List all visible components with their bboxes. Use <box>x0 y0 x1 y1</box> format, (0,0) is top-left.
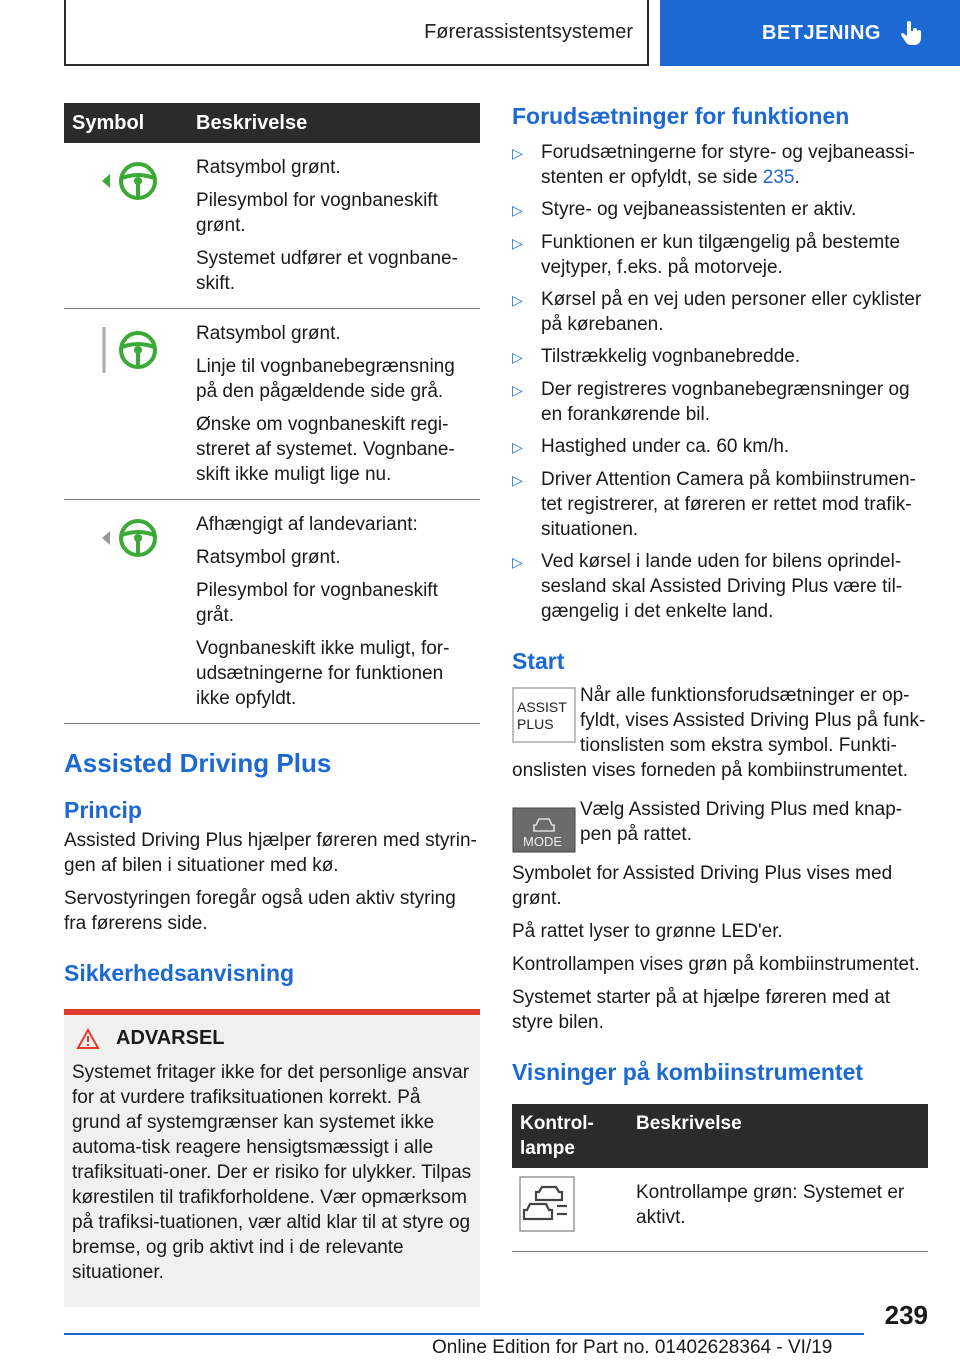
start-paragraph: Symbolet for Assisted Driving Plus vises med grønt. <box>512 863 893 909</box>
assisted-driving-indicator-icon <box>519 1176 575 1232</box>
start-paragraph: Når alle funktionsforudsætninger er op-fyldt, vises Assisted Driving Plus på funk-tionslisten som ekstra symbol. Funkti-onslisten vises forneden på kombiinstrumentet. <box>512 685 926 781</box>
start-block <box>512 683 928 783</box>
start-paragraph: Vælg Assisted Driving Plus med knap-pen på rattet. <box>580 799 903 845</box>
bullet-triangle-icon: ▷ <box>512 439 523 455</box>
header-section-title: Førerassistentsystemer <box>64 0 649 66</box>
table-row <box>64 143 480 309</box>
warning-label: ADVARSEL <box>116 1027 225 1049</box>
page-number: 239 <box>884 1300 928 1330</box>
list-item-text: Forudsætningerne for styre- og vejbaneassi-stenten er opfyldt, se side <box>541 142 915 188</box>
list-item-text: Ved kørsel i lande uden for bilens oprindel-sesland skal Assisted Driving Plus være til-gængelig i det enkelte land. <box>541 551 903 622</box>
col-symbol: Symbol <box>72 111 145 134</box>
col-description: Beskrivelse <box>636 1113 742 1134</box>
list-item <box>512 467 928 542</box>
row-text: Ønske om vognbaneskift regi-streret af systemet. Vognbane-skift ikke muligt lige nu. <box>196 414 455 485</box>
footer-divider <box>64 1333 864 1335</box>
steering-wheel-line-left-green-icon <box>100 325 160 375</box>
row-text: Ratsymbol grønt. <box>196 547 341 568</box>
list-item <box>512 344 928 370</box>
header-chapter-label: BETJENING <box>762 21 881 44</box>
list-item <box>512 230 928 280</box>
list-item-text: Styre- og vejbaneassistenten er aktiv. <box>541 199 857 220</box>
footer-edition: Online Edition for Part no. 01402628364 - VI/19 <box>432 1337 833 1358</box>
left-column <box>64 103 480 1307</box>
section-title: Assisted Driving Plus <box>64 748 332 778</box>
header-chapter <box>660 0 960 66</box>
symbol-table-header <box>64 103 480 143</box>
steering-wheel-arrow-left-gray-icon <box>100 516 160 560</box>
indicator-table-header <box>512 1104 928 1168</box>
assist-button-line2: PLUS <box>517 716 554 732</box>
bullet-triangle-icon: ▷ <box>512 235 523 251</box>
row-text: Afhængigt af landevariant: <box>196 514 418 535</box>
princip-heading: Princip <box>64 797 142 823</box>
row-text: Linje til vognbanebegrænsning på den pågældende side grå. <box>196 356 455 402</box>
warning-triangle-icon <box>76 1028 100 1050</box>
start-paragraph: På rattet lyser to grønne LED'er. <box>512 921 783 942</box>
list-item-text: Kørsel på en vej uden personer eller cyklister på kørebanen. <box>541 289 922 335</box>
assist-plus-button-icon <box>512 687 576 743</box>
row-text: Pilesymbol for vognbaneskift grønt. <box>196 190 438 236</box>
bullet-triangle-icon: ▷ <box>512 145 523 161</box>
list-item-text: Hastighed under ca. 60 km/h. <box>541 436 790 457</box>
warning-box <box>64 1015 480 1307</box>
bullet-triangle-icon: ▷ <box>512 202 523 218</box>
list-item <box>512 434 928 460</box>
list-item <box>512 197 928 223</box>
row-text: Kontrollampe grøn: Systemet er aktivt. <box>636 1182 905 1228</box>
bullet-triangle-icon: ▷ <box>512 472 523 488</box>
list-item <box>512 140 928 190</box>
list-item <box>512 549 928 624</box>
start-heading: Start <box>512 648 565 674</box>
bullet-triangle-icon: ▷ <box>512 349 523 365</box>
start-paragraph: Systemet starter på at hjælpe føreren med at styre bilen. <box>512 987 891 1033</box>
princip-paragraph: Servostyringen foregår også uden aktiv styring fra førerens side. <box>64 888 456 934</box>
row-text: Pilesymbol for vognbaneskift gråt. <box>196 580 438 626</box>
mode-button-icon <box>512 807 576 853</box>
warning-text: Systemet fritager ikke for det personlige ansvar for at vurdere trafiksituationen korrekt. På grund af systemgrænser kan systemet ikke automa-tisk reagere hensigtsmæssigt i alle trafiksituati-oner. Der er risiko for ulykker. Tilpas kørestilen til trafikforholdene. Vær opmærksom på trafiksi-tuationen, vær altid klar til at styre og bremse, og grib aktivt ind i de relevante situationer. <box>72 1062 472 1283</box>
mode-button-label: MODE <box>523 834 562 849</box>
requirements-heading: Forudsætninger for funktionen <box>512 103 850 129</box>
list-item-text: Driver Attention Camera på kombiinstrumen-tet registrerer, at føreren er rettet mod trafik-situationen. <box>541 469 916 540</box>
bullet-triangle-icon: ▷ <box>512 292 523 308</box>
bullet-triangle-icon: ▷ <box>512 554 523 570</box>
princip-paragraph: Assisted Driving Plus hjælper føreren med styrin-gen af bilen i situationer med kø. <box>64 830 477 876</box>
list-item <box>512 287 928 337</box>
row-text: Systemet udfører et vognbane-skift. <box>196 248 458 294</box>
list-item-text: Funktionen er kun tilgængelig på bestemte vejtyper, f.eks. på motorveje. <box>541 232 901 278</box>
list-item-text: Der registreres vognbanebegrænsninger og en forankørende bil. <box>541 379 910 425</box>
hand-pointer-icon <box>901 20 923 46</box>
table-row <box>512 1168 928 1252</box>
mode-block <box>512 797 928 857</box>
warning-title <box>72 1027 472 1050</box>
table-row <box>64 309 480 500</box>
display-heading: Visninger på kombiinstrumentet <box>512 1059 864 1085</box>
bullet-triangle-icon: ▷ <box>512 382 523 398</box>
safety-heading: Sikkerhedsanvisning <box>64 960 295 986</box>
col-indicator: Kontrol-lampe <box>520 1113 594 1159</box>
right-column <box>512 103 928 1252</box>
steering-wheel-arrow-left-green-icon <box>100 159 160 203</box>
col-description: Beskrivelse <box>196 111 308 134</box>
list-item <box>512 377 928 427</box>
assist-button-line1: ASSIST <box>517 699 567 715</box>
list-item-text: . <box>794 167 800 188</box>
page-header <box>0 0 960 66</box>
row-text: Vognbaneskift ikke muligt, for-udsætningerne for funktionen ikke opfyldt. <box>196 638 450 709</box>
row-text: Ratsymbol grønt. <box>196 157 341 178</box>
start-paragraph: Kontrollampen vises grøn på kombiinstrumentet. <box>512 954 920 975</box>
table-row <box>64 500 480 724</box>
row-text: Ratsymbol grønt. <box>196 323 341 344</box>
page-link[interactable]: 235 <box>762 167 795 188</box>
list-item-text: Tilstrækkelig vognbanebredde. <box>541 346 801 367</box>
